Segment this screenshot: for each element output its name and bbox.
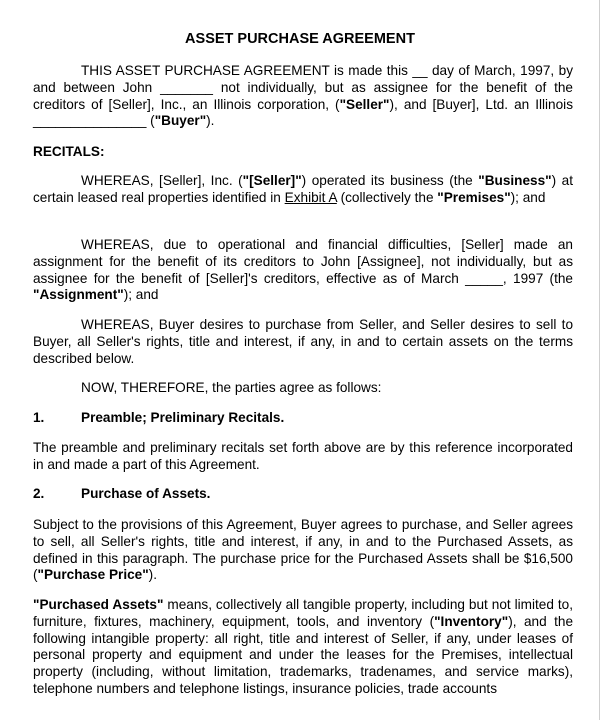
section-2-number: 2. <box>33 486 45 501</box>
whereas-paragraph-2: WHEREAS, due to operational and financial difficulties, [Seller] made an assignment for the benefit of its creditors to John [Assignee], not individually, but as assignee for the benefit of [Seller]'s creditors, effective as of March _____, 1997 (the "Assignment"); and <box>33 237 573 303</box>
intro-paragraph: THIS ASSET PURCHASE AGREEMENT is made this __ day of March, 1997, by and between John _______ not individually, but as assignee for the benefit of the creditors of [Seller], Inc., an Illinois corporation, ("Seller"), and [Buyer], Ltd. an Illinois _______________ ("Buyer"). <box>33 63 573 129</box>
recitals-heading: RECITALS: <box>33 144 105 159</box>
now-therefore-paragraph: NOW, THEREFORE, the parties agree as follows: <box>81 380 382 395</box>
section-1-body: The preamble and preliminary recitals set forth above are by this reference incorporated in and made a part of this Agreement. <box>33 440 573 472</box>
section-2-heading: 2. Purchase of Assets. <box>33 486 211 501</box>
section-1-heading: 1. Preamble; Preliminary Recitals. <box>33 410 285 425</box>
section-2-paragraph-1: Subject to the provisions of this Agreement, Buyer agrees to purchase, and Seller agrees to sell, all Seller's rights, title and interest, if any, in and to the Purchased Assets, as defined in this paragraph. The purchase price for the Purchased Assets shall be $16,500 ("Purchase Price"). <box>33 517 573 583</box>
section-1-number: 1. <box>33 410 45 425</box>
document-title: ASSET PURCHASE AGREEMENT <box>185 31 415 47</box>
section-2-paragraph-2: "Purchased Assets" means, collectively all tangible property, including but not limited to, furniture, fixtures, machinery, equipment, tools, and inventory ("Inventory"), and the following intangible property: all right, title and interest of Seller, if any, under leases of personal property and equipment and under the leases for the Premises, intellectual property (including, without limitation, trademarks, tradenames, and service marks), telephone numbers and telephone listings, insurance policies, trade accounts <box>33 597 574 696</box>
whereas-paragraph-1: WHEREAS, [Seller], Inc. ("[Seller]") operated its business (the "Business") at certain leased real properties identified in Exhibit A (collectively the "Premises"); and <box>33 173 574 205</box>
exhibit-a-reference: Exhibit A <box>284 189 337 205</box>
whereas-paragraph-3: WHEREAS, Buyer desires to purchase from Seller, and Seller desires to sell to Buyer, all Seller's rights, title and interest, if any, in and to certain assets on the terms described below. <box>33 317 573 366</box>
